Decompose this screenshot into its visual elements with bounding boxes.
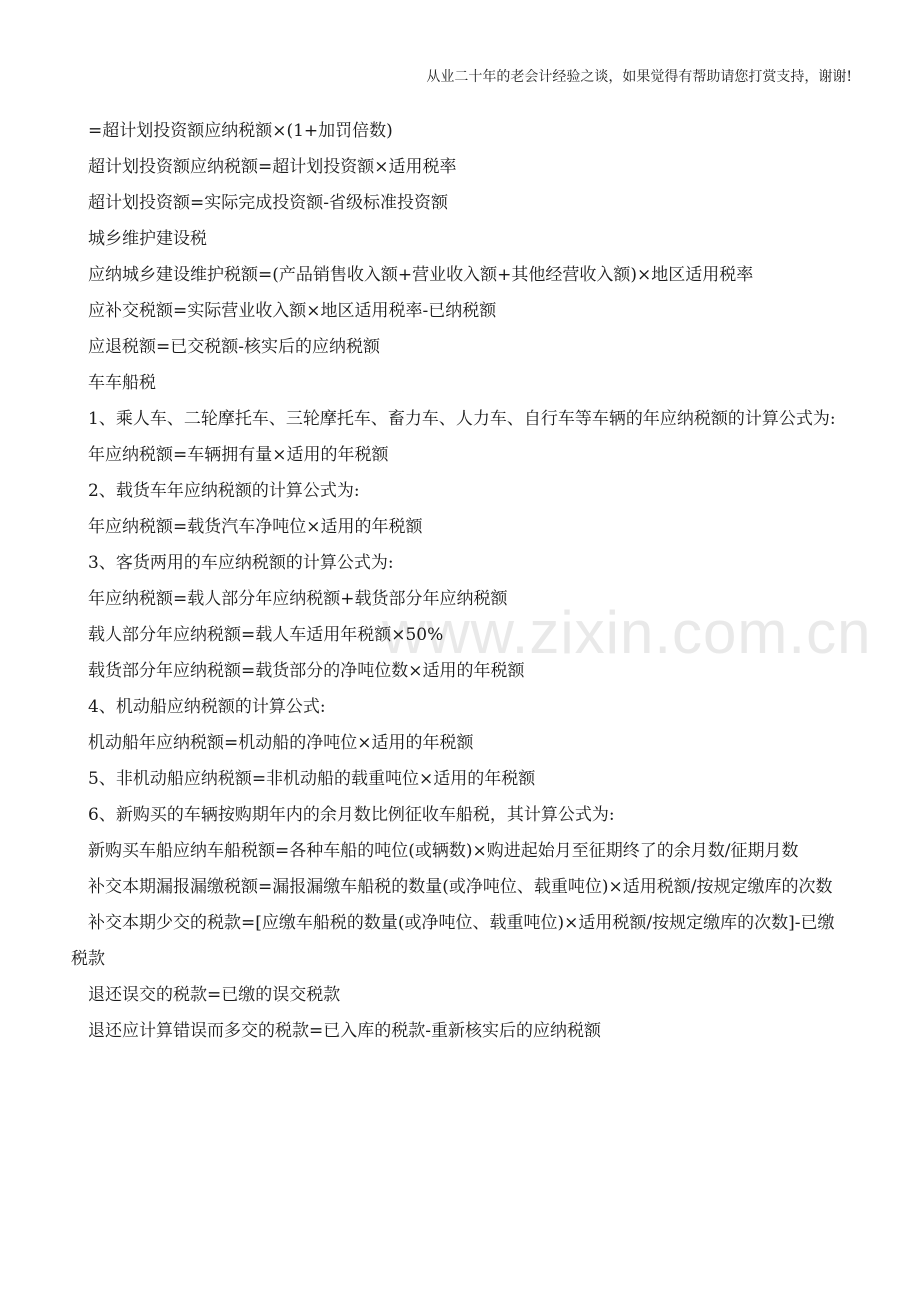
section-heading: 城乡维护建设税 <box>88 229 207 249</box>
paragraph: 2、载货车年应纳税额的计算公式为: <box>88 481 360 501</box>
watermark: www.zixin.com.cn <box>382 599 872 666</box>
paragraph: 退还应计算错误而多交的税款=已入库的税款-重新核实后的应纳税额 <box>88 1021 601 1041</box>
document-body <box>71 113 851 1049</box>
paragraph: 载货部分年应纳税额=载货部分的净吨位数×适用的年税额 <box>88 661 525 681</box>
paragraph: 3、客货两用的车应纳税额的计算公式为: <box>88 553 394 573</box>
paragraph: 超计划投资额=实际完成投资额-省级标准投资额 <box>88 193 448 213</box>
paragraph: =超计划投资额应纳税额×(1+加罚倍数) <box>88 121 393 141</box>
paragraph: 应补交税额=实际营业收入额×地区适用税率-已纳税额 <box>88 301 497 321</box>
paragraph: 新购买车船应纳车船税额=各种车船的吨位(或辆数)×购进起始月至征期终了的余月数/征期月数 <box>88 841 799 861</box>
paragraph: 4、机动船应纳税额的计算公式: <box>88 697 326 717</box>
section-heading: 车车船税 <box>88 373 156 393</box>
paragraph: 补交本期少交的税款=[应缴车船税的数量(或净吨位、载重吨位)×适用税额/按规定缴库的次数]-已缴税款 <box>71 913 835 969</box>
paragraph: 应退税额=已交税额-核实后的应纳税额 <box>88 337 380 357</box>
paragraph: 机动船年应纳税额=机动船的净吨位×适用的年税额 <box>88 733 474 753</box>
paragraph: 5、非机动船应纳税额=非机动船的载重吨位×适用的年税额 <box>88 769 536 789</box>
paragraph: 退还误交的税款=已缴的误交税款 <box>88 985 341 1005</box>
paragraph: 载人部分年应纳税额=载人车适用年税额×50% <box>88 625 444 645</box>
paragraph: 年应纳税额=载货汽车净吨位×适用的年税额 <box>88 517 423 537</box>
paragraph: 1、乘人车、二轮摩托车、三轮摩托车、畜力车、人力车、自行车等车辆的年应纳税额的计算公式为: <box>88 409 836 429</box>
header-note: 从业二十年的老会计经验之谈，如果觉得有帮助请您打赏支持，谢谢! <box>426 69 852 85</box>
paragraph: 年应纳税额=载人部分年应纳税额+载货部分年应纳税额 <box>88 589 508 609</box>
paragraph: 超计划投资额应纳税额=超计划投资额×适用税率 <box>88 157 457 177</box>
paragraph: 6、新购买的车辆按购期年内的余月数比例征收车船税，其计算公式为: <box>88 805 615 825</box>
paragraph: 补交本期漏报漏缴税额=漏报漏缴车船税的数量(或净吨位、载重吨位)×适用税额/按规定缴库的次数 <box>88 877 833 897</box>
paragraph: 年应纳税额=车辆拥有量×适用的年税额 <box>88 445 389 465</box>
paragraph: 应纳城乡建设维护税额=(产品销售收入额+营业收入额+其他经营收入额)×地区适用税率 <box>88 265 754 285</box>
